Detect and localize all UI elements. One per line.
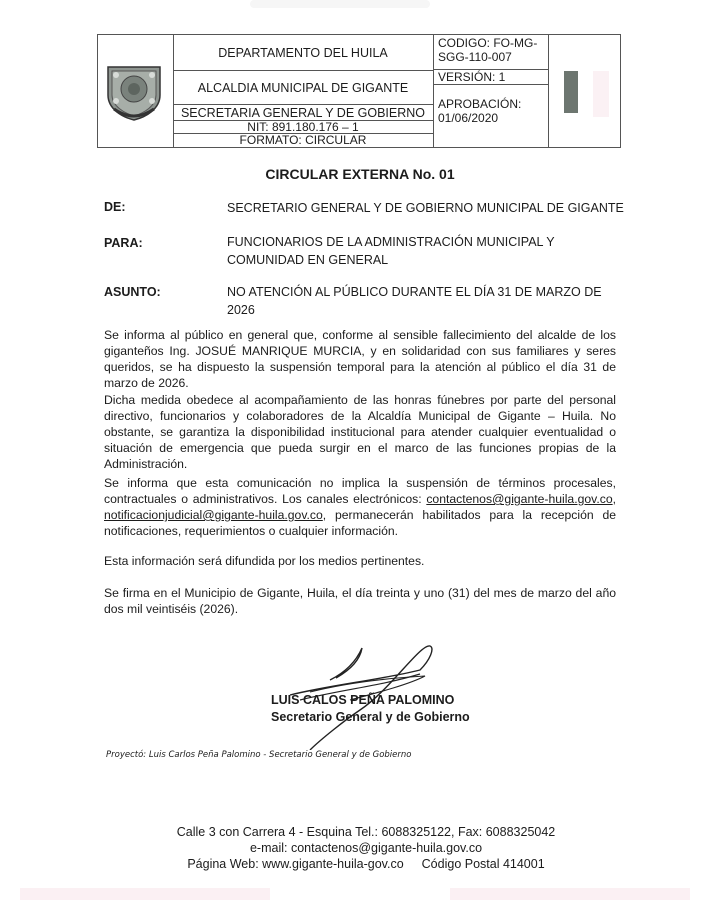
paragraph-4: Esta información será difundida por los medios pertinentes. [104,554,425,568]
scan-artifact [250,0,430,8]
footer-web-postal [6,856,720,872]
signatory-role: Secretario General y de Gobierno [271,710,470,724]
footer-address: Calle 3 con Carrera 4 - Esquina Tel.: 6088325122, Fax: 6088325042 [176,825,556,839]
footer-postal-code: Código Postal 414001 [421,857,545,871]
format-type: FORMATO: CIRCULAR [239,133,367,147]
footer-email: e-mail: contactenos@gigante-huila.gov.co [249,841,483,855]
document-title: CIRCULAR EXTERNA No. 01 [265,166,455,182]
document-code-cell [433,35,549,147]
judicial-email-link[interactable]: notificacionjudicial@gigante-huila.gov.co [104,508,323,522]
drafted-by-note: Proyectó: Luis Carlos Peña Palomino - Secretario General y de Gobierno [106,750,412,760]
from-label: DE: [104,200,126,214]
subject-value: NO ATENCIÓN AL PÚBLICO DURANTE EL DÍA 31 DE MARZO DE 2026 [227,285,602,317]
nit-number: NIT: 891.180.176 – 1 [173,121,433,134]
code-line-2: SGG-110-007 [438,50,512,64]
department-name: DEPARTAMENTO DEL HUILA [173,35,433,71]
faded-stamp [593,71,609,117]
paragraph-3-text-end: , permanecerán habilitados para la recepción de notificaciones, requerimientos o cualquier información. [104,508,616,538]
barcode-stamp [564,71,578,113]
approval-date: 01/06/2020 [438,111,499,125]
secretaria-name: SECRETARIA GENERAL Y DE GOBIERNO [173,105,433,121]
subject-label: ASUNTO: [104,285,161,299]
logo-cell [98,35,174,147]
scan-artifact [20,888,270,900]
separator: , [612,492,616,506]
paragraph-1: Se informa al público en general que, conforme al sensible fallecimiento del alcalde de los giganteños Ing. JOSUÉ MANRIQUE MURCIA, y en solidaridad con sus familiares y seres queridos, se ha dispuesto la suspensión temporal para la atención al público el día 31 de marzo de 2026. [104,328,616,390]
code-line-1: CODIGO: FO-MG- [438,36,538,50]
scan-artifact [450,888,690,900]
footer-website: Página Web: www.gigante-huila-gov.co [187,857,404,871]
to-value: FUNCIONARIOS DE LA ADMINISTRACIÓN MUNICIPAL Y COMUNIDAD EN GENERAL [227,235,555,267]
document-version: VERSIÓN: 1 [433,70,548,85]
paragraph-3-text-start: Se informa que esta comunicación no implica la suspensión de términos procesales, contractuales o administrativos. Los canales electrónicos: [104,476,616,506]
document-code [433,36,548,70]
stamp-cell [548,35,620,147]
approval-label: APROBACIÓN: [438,97,522,111]
paragraph-3 [104,475,616,539]
document-header-table [97,34,621,148]
from-value: SECRETARIO GENERAL Y DE GOBIERNO MUNICIPAL DE GIGANTE [227,201,624,215]
signatory-name: LUIS CALOS PEÑA PALOMINO [271,693,455,707]
alcaldia-name: ALCALDIA MUNICIPAL DE GIGANTE [173,71,433,105]
entity-cell [173,35,434,147]
approval-info [433,97,548,125]
paragraph-5: Se firma en el Municipio de Gigante, Huila, el día treinta y uno (31) del mes de marzo del año dos mil veintiséis (2026). [104,586,616,616]
municipal-coat-of-arms-icon [106,65,162,121]
paragraph-2: Dicha medida obedece al acompañamiento de las honras fúnebres por parte del personal directivo, funcionarios y colaboradores de la Alcaldía Municipal de Gigante – Huila. No obstante, se garantiza la disponibilidad institucional para atender cualquier eventualidad o situación de emergencia que pueda surgir en el marco de las funciones propias de la Administración. [104,393,616,471]
contact-email-link[interactable]: contactenos@gigante-huila.gov.co [426,492,613,506]
to-label: PARA: [104,236,143,250]
